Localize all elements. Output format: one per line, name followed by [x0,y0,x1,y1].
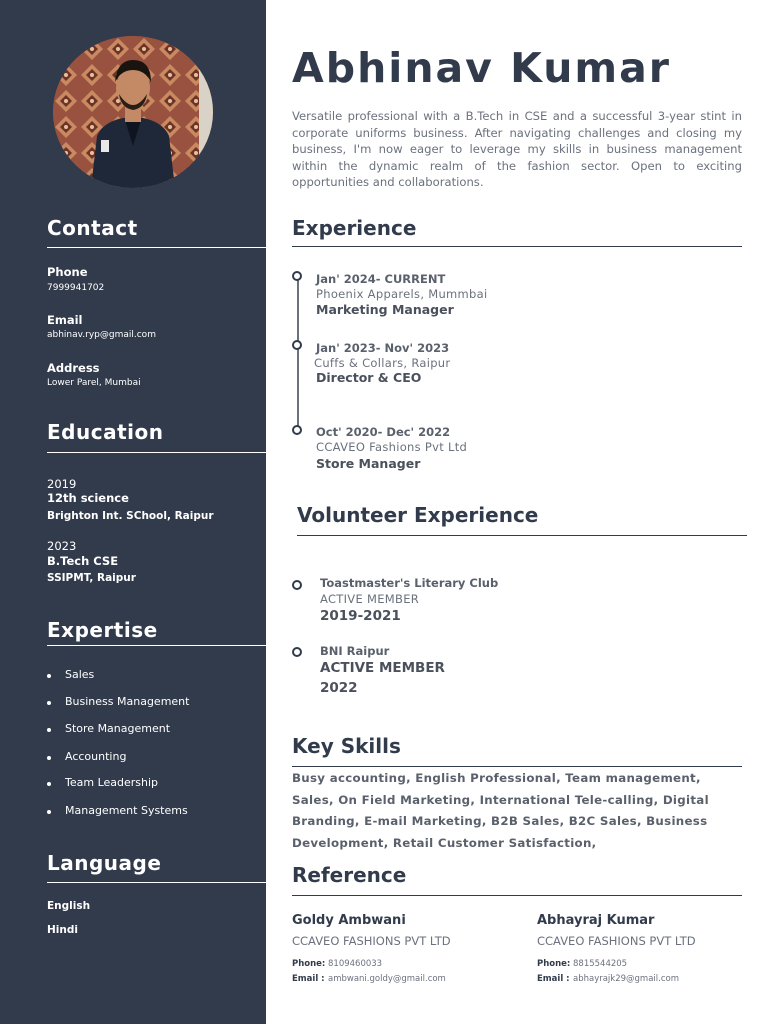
volunteer-years: 2022 [320,680,358,696]
education-divider [47,452,266,453]
bullet-icon [47,782,51,786]
education-school: Brighton Int. SChool, Raipur [47,510,214,522]
experience-company: Phoenix Apparels, Mummbai [316,287,488,301]
reference-email: Email : ambwani.goldy@gmail.com [292,974,446,984]
volunteer-divider [297,535,747,536]
skills-list: Busy accounting, English Professional, Team management, Sales, On Field Marketing, International Tele-calling, Digital Branding, E-mail Marketing, B2B Sales, B2C Sales, Business Development, Retail Customer Satisfaction, [292,771,709,850]
volunteer-org: Toastmaster's Literary Club [320,576,499,590]
reference-heading: Reference [292,863,407,887]
phone-value: 7999941702 [47,283,105,293]
experience-company: CCAVEO Fashions Pvt Ltd [316,440,468,454]
bullet-icon [47,810,51,814]
language-divider [47,882,266,883]
education-heading: Education [47,420,164,444]
bullet-icon [47,728,51,732]
bullet-icon [47,701,51,705]
reference-phone: Phone: 8815544205 [537,959,628,969]
volunteer-heading: Volunteer Experience [297,503,539,527]
education-degree: B.Tech CSE [47,554,119,568]
profile-photo [53,36,213,188]
experience-role: Store Manager [316,456,421,471]
sidebar: Contact Phone 7999941702 Email abhinav.ryp@gmail.com Address Lower Parel, Mumbai Education 2019 12th science Brighton Int. SChool, Raipur 2023 B.Tech CSE SSIPMT, Raipur Expertise Sales Business Management Store Management Accounting Team Leadership Management Systems Language English Hindi [0,0,266,1024]
reference-name: Abhayraj Kumar [537,913,655,928]
volunteer-role: ACTIVE MEMBER [320,660,445,676]
language-heading: Language [47,851,162,875]
profile-photo-image [53,36,213,188]
experience-company: Cuffs & Collars, Raipur [314,356,451,370]
contact-divider [47,247,266,248]
contact-heading: Contact [47,216,138,240]
experience-heading: Experience [292,216,417,240]
reference-email: Email : abhayrajk29@gmail.com [537,974,679,984]
volunteer-dot-icon [292,647,302,657]
reference-divider [292,895,742,896]
phone-label: Phone [47,265,88,279]
expertise-divider [47,645,266,646]
timeline-dot-icon [292,425,302,435]
education-year: 2019 [47,477,77,491]
education-degree: 12th science [47,491,129,505]
reference-name: Goldy Ambwani [292,913,406,928]
candidate-name: Abhinav Kumar [292,44,672,92]
skills-heading: Key Skills [292,734,401,758]
volunteer-role: ACTIVE MEMBER [320,592,420,606]
education-school: SSIPMT, Raipur [47,572,136,584]
experience-dates: Jan' 2023- Nov' 2023 [316,341,450,355]
volunteer-org: BNI Raipur [320,644,390,658]
experience-dates: Jan' 2024- CURRENT [316,272,446,286]
bullet-icon [47,756,51,760]
reference-company: CCAVEO FASHIONS PVT LTD [537,934,696,948]
volunteer-dot-icon [292,580,302,590]
timeline-dot-icon [292,340,302,350]
profile-summary: Versatile professional with a B.Tech in CSE and a successful 3-year stint in corporate uniforms business. After navigating challenges and closing my business, I'm now eager to leverage my skills in business management within the dynamic realm of the fashion sector. Open to exciting opportunities and collaborations. [292,109,742,189]
reference-company: CCAVEO FASHIONS PVT LTD [292,934,451,948]
timeline-line [297,279,299,432]
experience-role: Marketing Manager [316,302,454,317]
volunteer-years: 2019-2021 [320,608,401,624]
expertise-heading: Expertise [47,618,158,642]
experience-divider [292,246,742,247]
address-value: Lower Parel, Mumbai [47,378,141,388]
skills-divider [292,766,742,767]
reference-phone: Phone: 8109460033 [292,959,383,969]
language-item: Hindi [47,924,78,936]
email-label: Email [47,313,83,327]
language-item: English [47,900,91,912]
timeline-dot-icon [292,271,302,281]
experience-dates: Oct' 2020- Dec' 2022 [316,425,451,439]
education-year: 2023 [47,539,77,553]
address-label: Address [47,361,100,375]
bullet-icon [47,674,51,678]
experience-role: Director & CEO [316,370,422,385]
email-value: abhinav.ryp@gmail.com [47,330,156,340]
